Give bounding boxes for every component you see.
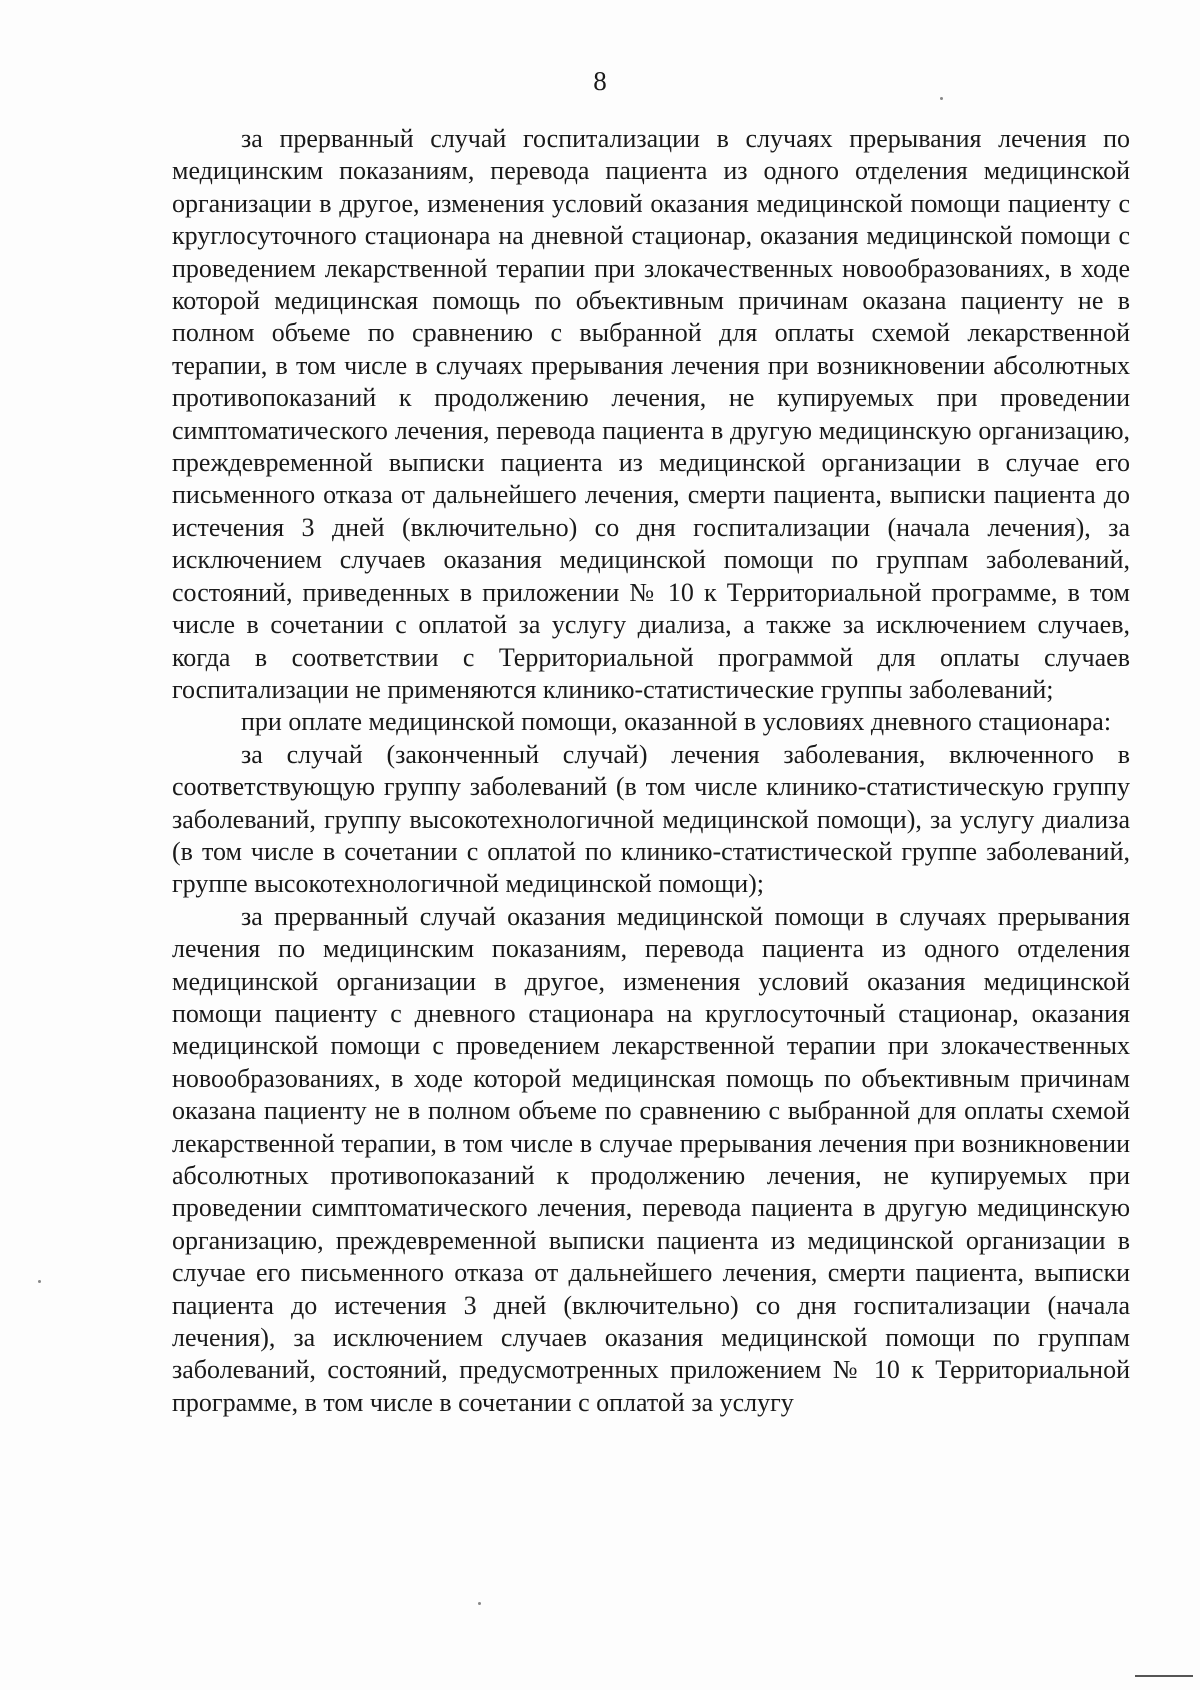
scan-speck bbox=[478, 1602, 481, 1605]
scan-speck bbox=[940, 97, 943, 100]
paragraph-interrupted-case: за прерванный случай оказания медицинской помощи в случаях прерывания лечения по медицинским показаниям, перевода пациента из одного отделения медицинской организации в другое, изменения условий оказания медицинской помощи пациенту с дневного стационара на круглосуточный стационар, оказания медицинской помощи с проведением лекарственной терапии при злокачественных новообразованиях, в ходе которой медицинская помощь по объективным причинам оказана пациенту не в полном объеме по сравнению с выбранной для оплаты схемой лекарственной терапии, в том числе в случае прерывания лечения при возникновении абсолютных противопоказаний к продолжению лечения, не купируемых при проведении симптоматического лечения, перевода пациента в другую медицинскую организацию, преждевременной выписки пациента из медицинской организации в случае его письменного отказа от дальнейшего лечения, смерти пациента, выписки пациента до истечения 3 дней (включительно) со дня госпитализации (начала лечения), за исключением случаев оказания медицинской помощи по группам заболеваний, состояний, предусмотренных приложением № 10 к Территориальной программе, в том числе в сочетании с оплатой за услугу bbox=[172, 901, 1130, 1417]
scan-speck bbox=[38, 1280, 41, 1283]
paragraph-completed-case: за случай (законченный случай) лечения заболевания, включенного в соответствующую группу заболеваний (в том числе клинико-статистическую группу заболеваний, группу высокотехнологичной медицинской помощи), за услугу диализа (в том числе в сочетании с оплатой по клинико-статистической группе заболеваний, группе высокотехнологичной медицинской помощи); bbox=[172, 739, 1130, 899]
page-number: 8 bbox=[593, 66, 607, 96]
scan-edge-mark bbox=[1135, 1675, 1193, 1677]
paragraph-interrupted-hospitalization: за прерванный случай госпитализации в случаях прерывания лечения по медицинским показаниям, перевода пациента из одного отделения медицинской организации в другое, изменения условий оказания медицинской помощи пациенту с круглосуточного стационара на дневной стационар, оказания медицинской помощи с проведением лекарственной терапии при злокачественных новообразованиях, в ходе которой медицинская помощь по объективным причинам оказана пациенту не в полном объеме по сравнению с выбранной для оплаты схемой лекарственной терапии, в том числе в случаях прерывания лечения при возникновении абсолютных противопоказаний к продолжению лечения, не купируемых при проведении симптоматического лечения, перевода пациента в другую медицинскую организацию, преждевременной выписки пациента из медицинской организации в случае его письменного отказа от дальнейшего лечения, смерти пациента, выписки пациента до истечения 3 дней (включительно) со дня госпитализации (начала лечения), за исключением случаев оказания медицинской помощи по группам заболеваний, состояний, приведенных в приложении № 10 к Территориальной программе, в том числе в сочетании с оплатой за услугу диализа, а также за исключением случаев, когда в соответствии с Территориальной программой для оплаты случаев госпитализации не применяются клинико-статистические группы заболеваний; bbox=[172, 124, 1130, 704]
paragraph-day-hospital-intro: при оплате медицинской помощи, оказанной в условиях дневного стационара: bbox=[241, 707, 1112, 737]
document-body bbox=[172, 123, 1130, 1419]
